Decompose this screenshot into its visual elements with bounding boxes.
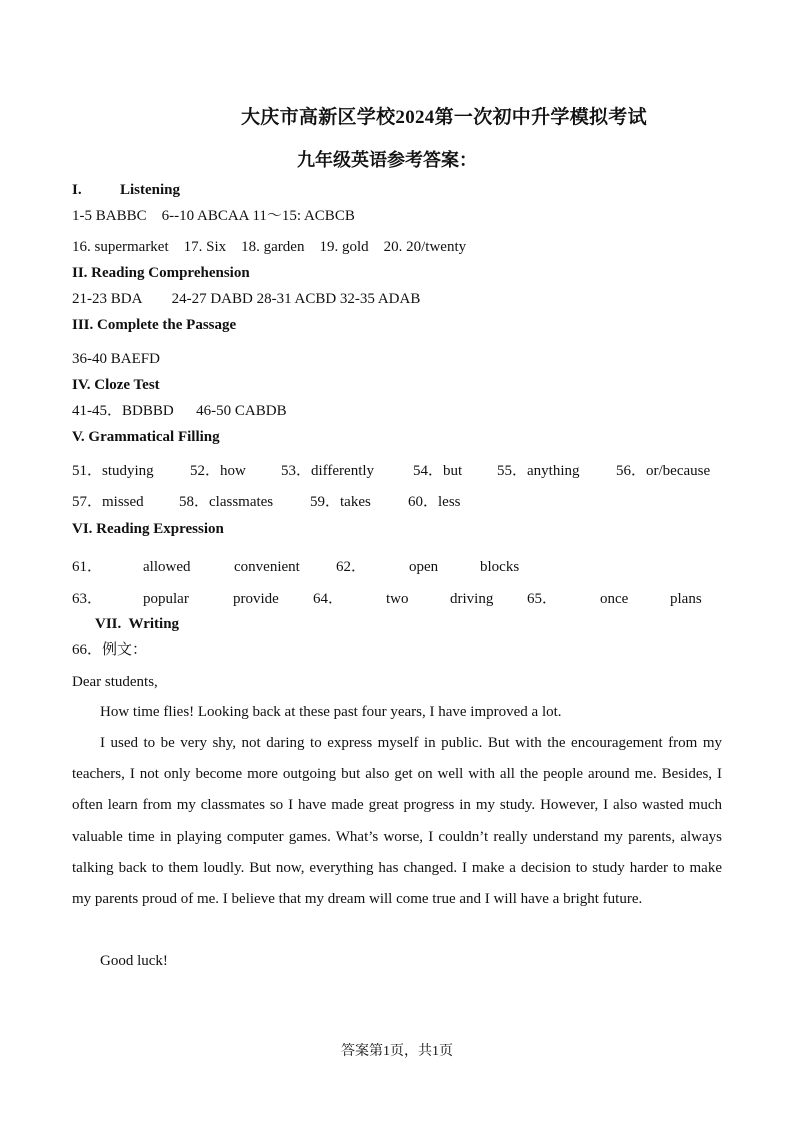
reading-answers: 21-23 BDA 24-27 DABD 28-31 ACBD 32-35 ADAB — [72, 291, 421, 307]
expression-answer: allowed — [143, 559, 191, 575]
page-title: 大庆市高新区学校2024第一次初中升学模拟考试 — [241, 107, 647, 128]
listening-answers-1: 1-5 BABBC 6--10 ABCAA 11～15: ACBCB — [72, 208, 355, 224]
expression-number: 62． — [336, 559, 367, 575]
essay-closing: Good luck! — [100, 953, 168, 969]
cloze-answers: 41-45．BDBBD 46-50 CABDB — [72, 403, 287, 419]
listening-numeral: I. — [72, 182, 82, 198]
essay-paragraph-1: How time flies! Looking back at these past four years, I have improved a lot. — [100, 704, 562, 720]
passage-answers: 36-40 BAEFD — [72, 351, 160, 367]
essay-paragraph-2: I used to be very shy, not daring to express myself in public. But with the encouragement from my teachers, I not only become more outgoing but also get on well with all the people around me. Besides, I often learn from my classmates so I have made great progress in my study. However, I also wasted much valuable time in playing computer games. What’s worse, I couldn’t really understand my parents, always talking back to them loudly. But now, everything has changed. I make a decision to study harder to make my parents proud of me. I believe that my dream will come true and I will have a bright future. — [72, 735, 722, 908]
expression-answer: popular — [143, 591, 189, 607]
grammar-answer: 57．missed — [72, 494, 144, 510]
expression-answer: blocks — [480, 559, 520, 575]
expression-answer: plans — [670, 591, 702, 607]
writing-intro: 66．例文： — [72, 642, 148, 658]
grammar-answer: 54．but — [413, 463, 463, 479]
reading-heading: II. Reading Comprehension — [72, 265, 250, 281]
grammar-answer: 60．less — [408, 494, 461, 510]
grammar-answer: 58．classmates — [179, 494, 274, 510]
writing-heading: VII. Writing — [95, 616, 180, 632]
grammar-answer: 59．takes — [310, 494, 371, 510]
page-footer: 答案第1页，共1页 — [341, 1044, 453, 1059]
cloze-heading: IV. Cloze Test — [72, 377, 160, 393]
essay-greeting: Dear students, — [72, 674, 158, 690]
listening-heading: Listening — [120, 182, 181, 198]
expression-answer: once — [600, 591, 629, 607]
expression-answer: driving — [450, 591, 494, 607]
grammar-answer: 53．differently — [281, 463, 375, 479]
grammar-answer: 51．studying — [72, 463, 154, 479]
grammar-heading: V. Grammatical Filling — [72, 429, 220, 445]
page-subtitle: 九年级英语参考答案： — [297, 150, 477, 170]
listening-answers-2: 16. supermarket 17. Six 18. garden 19. gold 20. 20/twenty — [72, 239, 467, 255]
expression-number: 63． — [72, 591, 103, 607]
grammar-answer: 52．how — [190, 463, 246, 479]
expression-answer: convenient — [234, 559, 300, 575]
grammar-answer: 56．or/because — [616, 463, 711, 479]
expression-number: 61． — [72, 559, 103, 575]
expression-number: 64． — [313, 591, 344, 607]
expression-answer: open — [409, 559, 439, 575]
expression-answer: two — [386, 591, 409, 607]
expression-answer: provide — [233, 591, 279, 607]
expression-heading: VI. Reading Expression — [72, 521, 224, 537]
expression-number: 65． — [527, 591, 558, 607]
grammar-answer: 55．anything — [497, 463, 580, 479]
passage-heading: III. Complete the Passage — [72, 317, 237, 333]
